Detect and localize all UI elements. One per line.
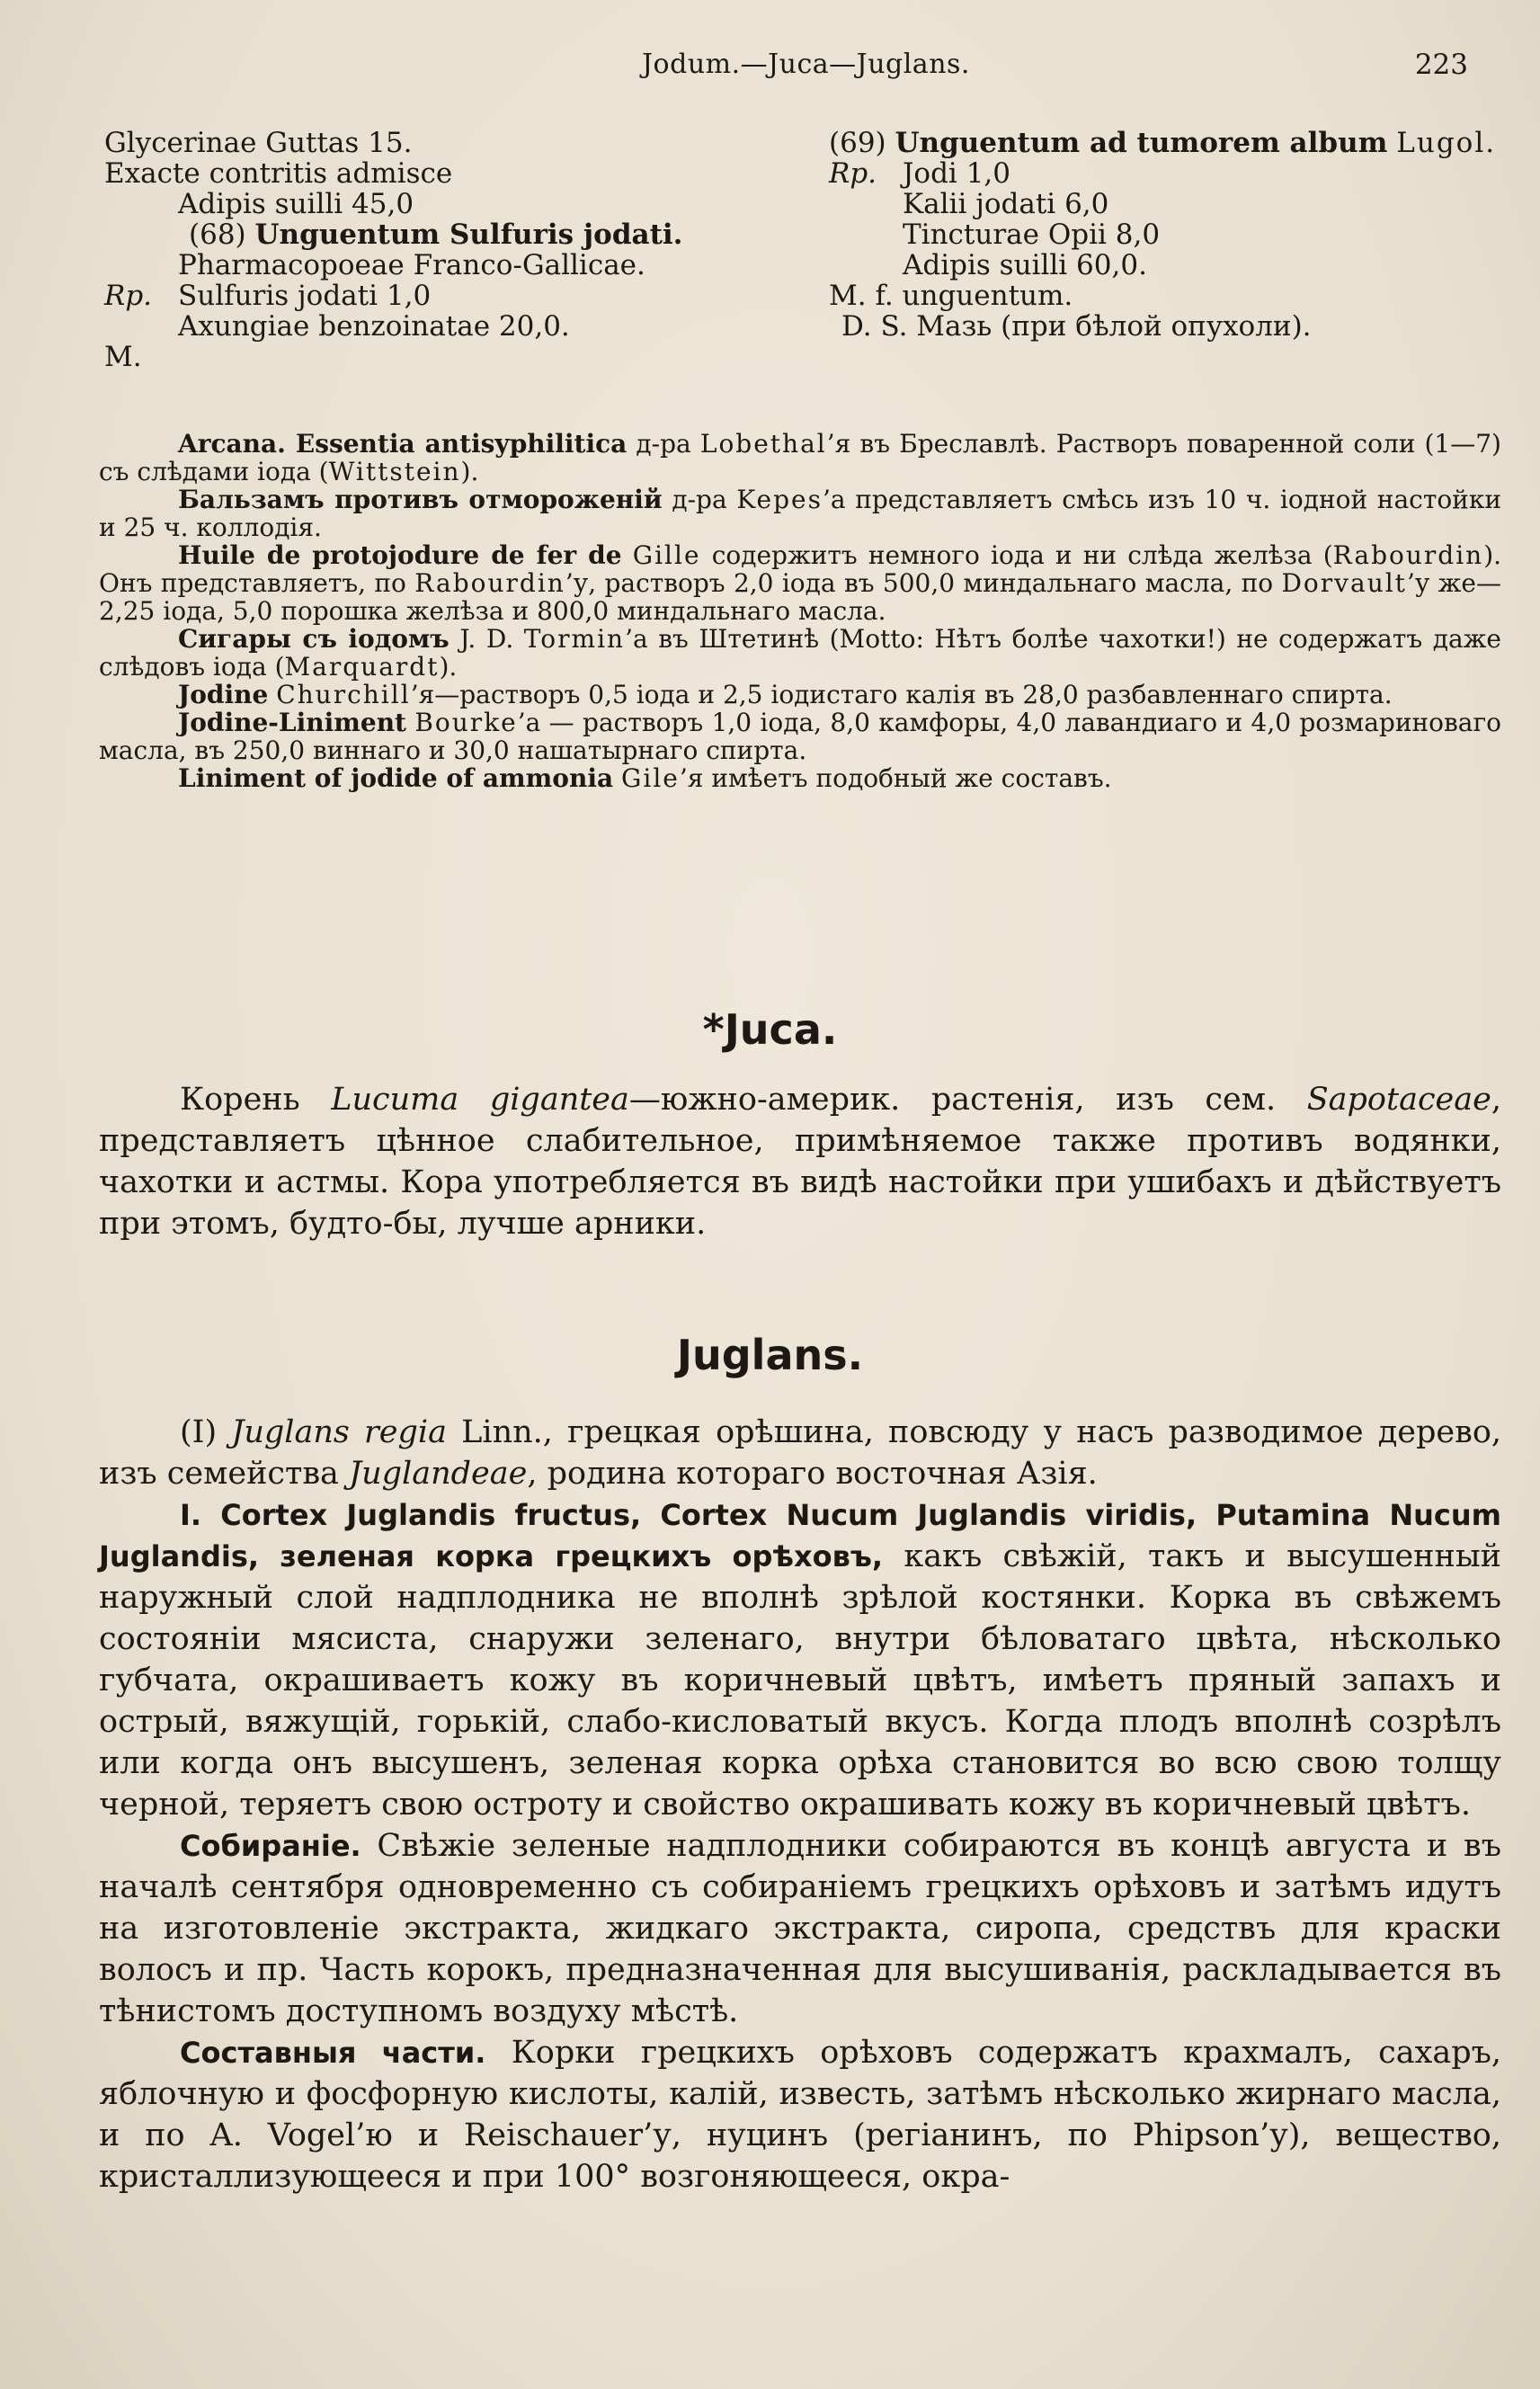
text-run: ’у же—2,25 іода, 5,0 порошка желѣза и 800,0 миндальнаго масла. [99,568,1501,626]
text-run: ’я—растворъ 0,5 іода и 2,5 іодистаго калія въ 28,0 разбавленнаго спирта. [410,680,1393,709]
text-run: ’ю и [355,2117,464,2153]
arcana-paragraph [99,764,1501,792]
text-run: Dorvault [1281,568,1407,598]
ingredient: Kalii jodati 6,0 [903,188,1109,220]
body-paragraph [99,1494,1501,1825]
text-run: Составныя части. [180,2036,486,2070]
m-label: M. [104,341,142,373]
text-run: Бальзамъ противъ отмороженій [178,485,663,514]
body-paragraph [99,1412,1501,1494]
recipes-section [99,128,1501,433]
text-run: Gile [621,763,680,793]
ingredient: Sulfuris jodati 1,0 [178,280,432,312]
text-run: Wittstein [328,457,461,486]
ingredient: Axungiae benzoinatae 20,0. [178,310,570,343]
recipe-instruction: M. f. unguentum. [829,280,1073,312]
arcana-paragraph [99,681,1501,709]
text-run: Gille [632,540,701,570]
recipe-line: Exacte contritis admisce [104,157,453,190]
text-run: Juglandeae [349,1456,528,1492]
page-number: 223 [1414,49,1468,81]
text-run: ). [460,457,479,486]
recipe-line [104,281,752,311]
text-run: ’у, нуцинъ (регіанинъ, по [643,2117,1133,2153]
recipe-line: Glycerinae Guttas 15. [104,127,413,159]
text-run: ’у), вещество, кристаллизующееся и при 100° возгоняющееся, окра- [99,2117,1501,2195]
text-run: ’а — растворъ 1,0 іода, 8,0 камфоры, 4,0 лавандиаго и 4,0 розмариноваго масла, въ 250,0 виннаго и 30,0 нашатырнаго спирта. [99,708,1501,765]
text-run: д-ра [627,429,700,459]
recipe-title: Unguentum Sulfuris jodati. [254,218,683,251]
arcana-paragraph [99,709,1501,764]
text-run: ). Онъ представляетъ, по [99,540,1502,598]
text-run: Jodine [178,680,269,709]
ingredient: Adipis suilli 60,0. [903,249,1147,281]
text-run: Huile de protojodure de fer de [178,540,622,570]
body-paragraph [99,2032,1501,2197]
text-run: A. Vogel [209,2117,356,2153]
text-run: ’а въ Штетинѣ (Motto: Нѣтъ болѣе чахотки!) не содержатъ даже слѣдовъ іода ( [99,624,1501,682]
recipe-author: Lugol. [1396,127,1497,159]
text-run: Сигары съ іодомъ [178,624,450,654]
text-run: содержитъ немного іода и ни слѣда желѣза ( [700,540,1333,570]
text-run: Корень [180,1082,332,1118]
recipe-number: (69) [829,127,886,159]
section-title-juglans: Juglans. [676,1331,864,1379]
juglans-body [99,1412,1501,2197]
arcana-section [99,430,1501,792]
recipe-instruction: D. S. Мазь (при бѣлой опухоли). [841,310,1312,343]
recipe-title: Unguentum ad tumorem album [895,127,1388,159]
text-run: Свѣжіе зеленые надплодники собираются въ концѣ августа и въ началѣ сентября одновременно съ собираніемъ грецкихъ орѣховъ и затѣмъ идутъ на изготовленіе экстракта, жидкаго экстракта, сиропа, средствъ для краски волосъ и пр. Часть корокъ, предназначенная для высушиванія, раскладывается въ тѣнистомъ доступномъ воздуху мѣстѣ. [99,1828,1501,2029]
text-run: Rabourdin [414,568,565,598]
recipe-source: Pharmacopoeae Franco-Gallicae. [178,249,645,281]
text-run: Marquardt [284,652,440,682]
text-run: Lucuma gigantea [331,1082,629,1118]
running-title: Jodum.—Juca—Juglans. [642,49,970,80]
text-run: ). [439,652,458,682]
text-run: I. Cortex Juglandis fructus, Cortex Nucum Juglandis viridis, Putamina Nucum Juglandis, зеленая корка грецкихъ орѣховъ, [99,1498,1501,1573]
text-run: ’я въ Бреславлѣ. Растворъ поваренной соли (1—7) съ слѣдами іода ( [99,429,1501,486]
section-title-juca: *Juca. [702,1005,838,1054]
text-run: Lobethal [699,429,827,459]
juca-body [99,1079,1501,1244]
text-run: Churchill [276,680,411,709]
text-run: Arcana. Essentia antisyphilitica [178,429,628,459]
text-run: Bourke [414,708,518,737]
recipe-69-heading [829,128,1512,158]
text-run: Собираніе. [180,1829,361,1863]
text-run: Juglans regia [231,1414,447,1450]
text-run: ’я имѣетъ подобный же составъ. [679,763,1112,793]
text-run: д-ра [662,485,737,514]
body-paragraph [99,1825,1501,2032]
ingredient: Tincturae Opii 8,0 [903,218,1161,251]
text-run: ’у, растворъ 2,0 іода въ 500,0 миндальнаго масла, по [565,568,1282,598]
text-run: , родина котораго восточная Азія. [527,1456,1098,1492]
recipe-68-heading [104,219,752,250]
text-run: Rabourdin [1332,540,1484,570]
text-run: Jodine-Liniment [178,708,406,737]
arcana-paragraph [99,541,1501,625]
text-run: Tormin [523,624,626,654]
arcana-paragraph [99,486,1501,541]
text-run: Kepes [736,485,823,514]
recipe-column-right [829,128,1512,342]
page-header [108,49,1504,94]
text-run: , грецкая орѣшина, повсюду у насъ разводимое дерево, изъ семейства [99,1414,1502,1492]
recipe-column-left [104,128,752,372]
text-run: Корки грецкихъ орѣховъ содержатъ крахмалъ, сахаръ, яблочную и фосфорную кислоты, калій, известь, затѣмъ нѣсколько жирнаго масла, и по [99,2035,1501,2153]
rp-label: Rp. [104,280,153,312]
text-run: , представляетъ цѣнное слабительное, примѣняемое также противъ водянки, чахотки и астмы. Кора употребляется въ видѣ настойки при ушибахъ и дѣйствуетъ при этомъ, будто-бы, лучше арники. [99,1082,1501,1242]
rp-label: Rp. [829,157,877,190]
text-run: —южно-америк. растенія, изъ сем. [628,1082,1307,1118]
arcana-paragraph [99,430,1501,486]
text-run: Reischauer [463,2117,644,2153]
text-run: Phipson [1132,2117,1260,2153]
text-run: (I) [180,1414,232,1450]
text-run: Liniment of jodide of ammonia [178,763,614,793]
text-run: Sapotaceae [1306,1082,1491,1118]
text-run: J. D. [449,624,524,654]
body-paragraph [99,1079,1501,1244]
recipe-line: Adipis suilli 45,0 [178,188,414,220]
text-run: Linn. [446,1414,543,1450]
arcana-paragraph [99,625,1501,681]
recipe-number: (68) [189,218,246,251]
text-run: ’а представляетъ смѣсь изъ 10 ч. іодной настойки и 25 ч. коллодія. [99,485,1501,542]
ingredient: Jodi 1,0 [903,157,1011,190]
recipe-line [829,158,1512,189]
text-run: какъ свѣжій, такъ и высушенный наружный слой надплодника не вполнѣ зрѣлой костянки. Корка въ свѣжемъ состояніи мясиста, снаружи зеленаго, внутри бѣловатаго цвѣта, нѣсколько губчата, окрашиваетъ кожу въ коричневый цвѣтъ, имѣетъ пряный запахъ и острый, вяжущій, горькій, слабо-кисловатый вкусъ. Когда плодъ вполнѣ созрѣлъ или когда онъ высушенъ, зеленая корка орѣха становится во всю свою толщу черной, теряетъ свою остроту и свойство окрашивать кожу въ коричневый цвѣтъ. [99,1538,1502,1823]
